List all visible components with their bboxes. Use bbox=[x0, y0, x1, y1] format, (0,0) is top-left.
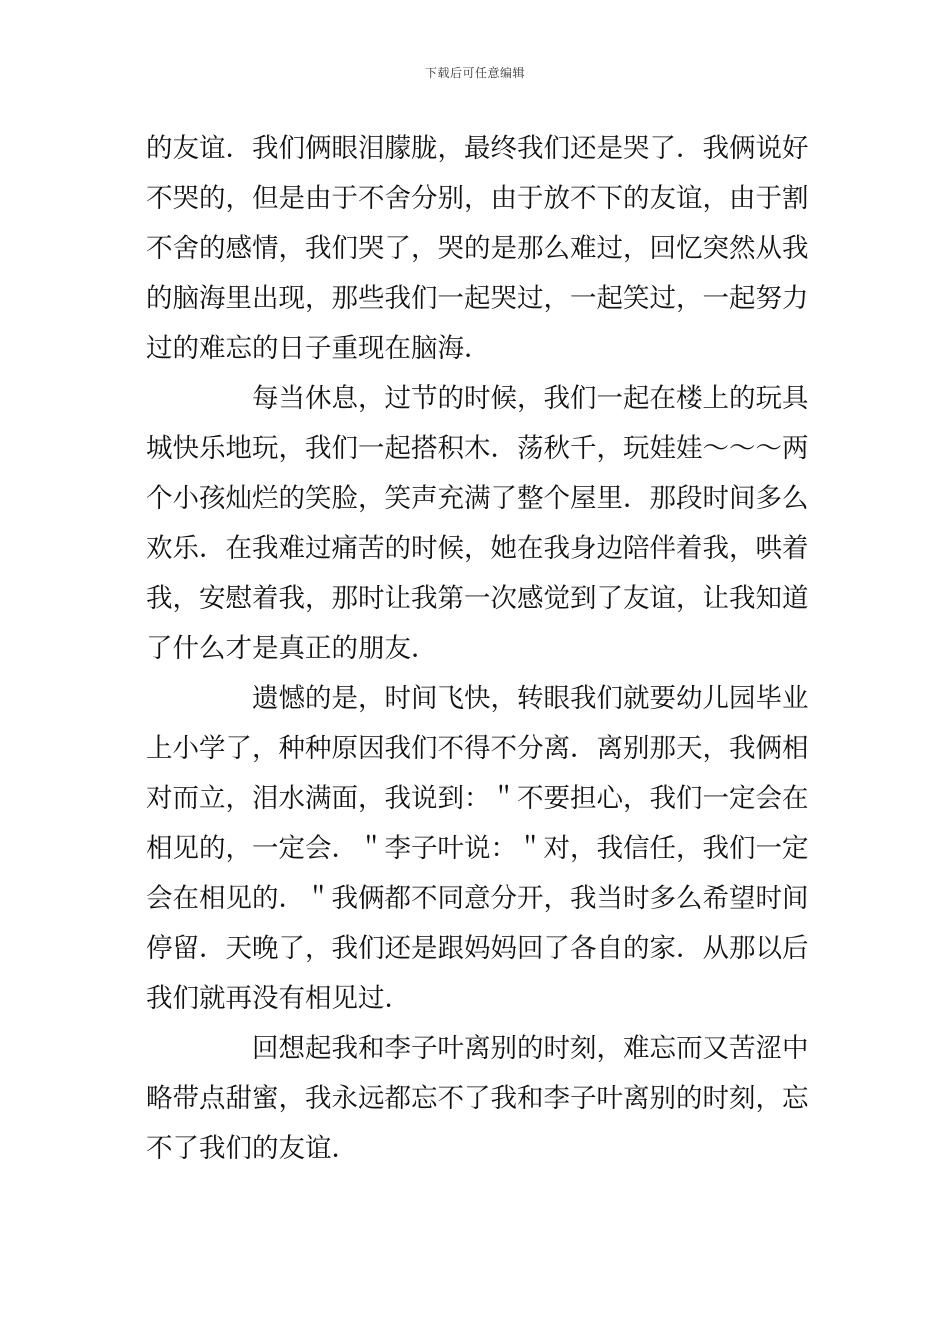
text-line: 对而立，泪水满面，我说到：＂不要担心，我们一定会在 bbox=[146, 783, 808, 814]
text-line: 每当休息，过节的时候，我们一起在楼上的玩具 bbox=[252, 383, 808, 414]
paragraph-2 bbox=[146, 374, 808, 674]
text-line: 我们就再没有相见过． bbox=[146, 983, 411, 1014]
text-line: 遗憾的是，时间飞快，转眼我们就要幼儿园毕业 bbox=[252, 683, 808, 714]
paragraph-1 bbox=[146, 124, 808, 374]
text-line: 不了我们的友谊． bbox=[146, 1133, 358, 1164]
text-line: 不哭的，但是由于不舍分别，由于放不下的友谊，由于割 bbox=[146, 183, 808, 214]
text-line: 个小孩灿烂的笑脸，笑声充满了整个屋里．那段时间多么 bbox=[146, 483, 808, 514]
text-line: 的脑海里出现，那些我们一起哭过，一起笑过，一起努力 bbox=[146, 283, 808, 314]
text-line: 的友谊．我们俩眼泪朦胧，最终我们还是哭了．我俩说好 bbox=[146, 133, 808, 164]
text-line: 停留．天晚了，我们还是跟妈妈回了各自的家．从那以后 bbox=[146, 933, 808, 964]
page-header: 下载后可任意编辑 bbox=[424, 66, 525, 80]
text-line: 过的难忘的日子重现在脑海． bbox=[146, 333, 491, 364]
text-line: 不舍的感情，我们哭了，哭的是那么难过，回忆突然从我 bbox=[146, 233, 808, 264]
paragraph-3 bbox=[146, 674, 808, 1024]
text-line: 我，安慰着我，那时让我第一次感觉到了友谊，让我知道 bbox=[146, 583, 808, 614]
document-body bbox=[146, 124, 808, 1174]
text-line: 回想起我和李子叶离别的时刻，难忘而又苦涩中 bbox=[252, 1033, 808, 1064]
text-line: 了什么才是真正的朋友． bbox=[146, 633, 438, 664]
text-line: 上小学了，种种原因我们不得不分离．离别那天，我俩相 bbox=[146, 733, 808, 764]
text-line: 相见的，一定会．＂李子叶说：＂对，我信任，我们一定 bbox=[146, 833, 808, 864]
text-line: 欢乐．在我难过痛苦的时候，她在我身边陪伴着我，哄着 bbox=[146, 533, 808, 564]
text-line: 会在相见的．＂我俩都不同意分开，我当时多么希望时间 bbox=[146, 883, 808, 914]
text-line: 城快乐地玩，我们一起搭积木．荡秋千，玩娃娃～～～两 bbox=[146, 433, 808, 464]
paragraph-4 bbox=[146, 1024, 808, 1174]
text-line: 略带点甜蜜，我永远都忘不了我和李子叶离别的时刻，忘 bbox=[146, 1083, 808, 1114]
